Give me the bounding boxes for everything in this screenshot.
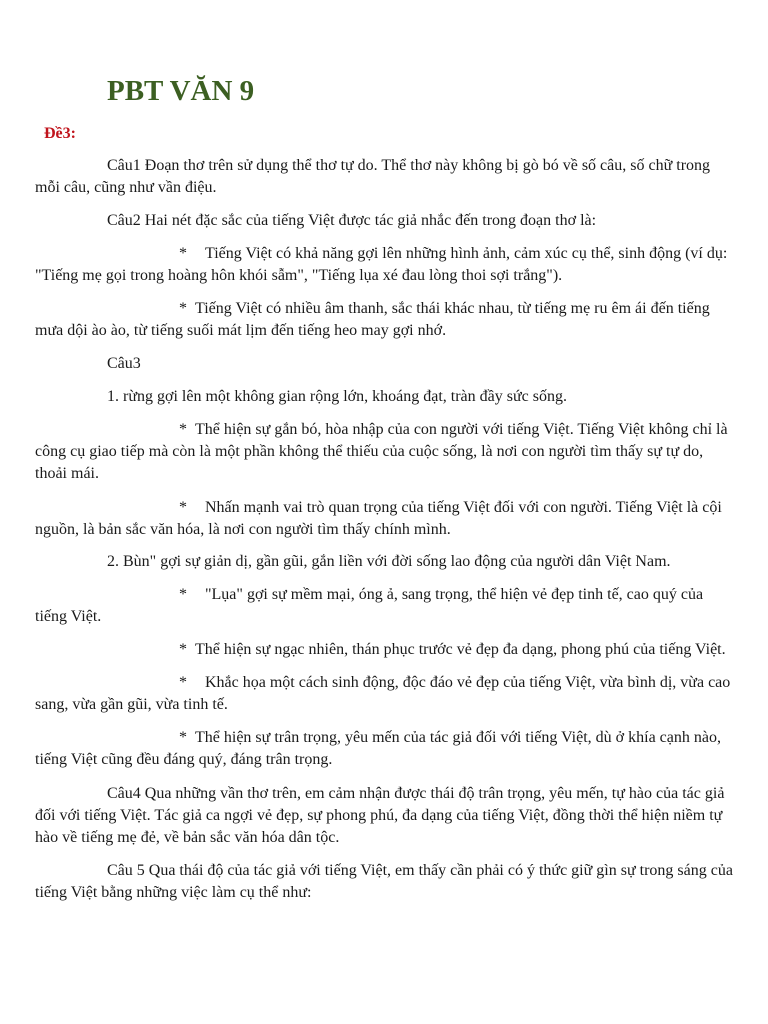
bullet-paragraph-2 xyxy=(35,298,735,342)
paragraph-cau3: Câu3 xyxy=(107,355,141,372)
bullet-text: Khắc họa một cách sinh động, độc đáo vẻ đẹp của tiếng Việt, vừa bình dị, vừa cao sang, vừa gần gũi, vừa tinh tế. xyxy=(35,674,731,713)
bullet-text: Thể hiện sự ngạc nhiên, thán phục trước vẻ đẹp đa dạng, phong phú của tiếng Việt. xyxy=(195,641,726,658)
bullet-marker: * xyxy=(179,499,187,516)
bullet-paragraph-8 xyxy=(35,727,735,771)
paragraph-cau3-item-1: 1. rừng gợi lên một không gian rộng lớn, khoáng đạt, tràn đầy sức sống. xyxy=(107,388,567,405)
bullet-paragraph-7 xyxy=(35,672,735,716)
bullet-marker: * xyxy=(179,300,187,317)
bullet-marker: * xyxy=(179,421,187,438)
paragraph-cau2: Câu2 Hai nét đặc sắc của tiếng Việt được tác giả nhắc đến trong đoạn thơ là: xyxy=(107,212,597,229)
bullet-marker: * xyxy=(179,641,187,658)
bullet-text: "Lụa" gợi sự mềm mại, óng ả, sang trọng, thể hiện vẻ đẹp tinh tế, cao quý của tiếng Việt. xyxy=(35,586,704,625)
paragraph-cau4: Câu4 Qua những vần thơ trên, em cảm nhận được thái độ trân trọng, yêu mến, tự hào của tác giả đối với tiếng Việt. Tác giả ca ngợi vẻ đẹp, sự phong phú, đa dạng của tiếng Việt, đồng thời thể hiện niềm tự hào về tiếng mẹ đẻ, về bản sắc văn hóa dân tộc. xyxy=(35,785,725,846)
bullet-paragraph-4 xyxy=(35,497,735,541)
bullet-marker: * xyxy=(179,245,187,262)
bullet-marker: * xyxy=(179,729,187,746)
bullet-text: Nhấn mạnh vai trò quan trọng của tiếng Việt đối với con người. Tiếng Việt là cội nguồn, là bản sắc văn hóa, là nơi con người tìm thấy chính mình. xyxy=(35,499,722,538)
bullet-text: Tiếng Việt có nhiều âm thanh, sắc thái khác nhau, từ tiếng mẹ ru êm ái đến tiếng mưa dội ào ào, từ tiếng suối mát lịm đến tiếng heo may gợi nhớ. xyxy=(35,300,710,339)
page-title: PBT VĂN 9 xyxy=(107,75,255,107)
bullet-text: Tiếng Việt có khả năng gợi lên những hình ảnh, cảm xúc cụ thể, sinh động (ví dụ: "Tiếng mẹ gọi trong hoàng hôn khói sẫm", "Tiếng lụa xé đau lòng thoi sợi trắng"). xyxy=(35,245,728,284)
bullet-paragraph-5 xyxy=(35,584,735,628)
paragraph-cau3-item-2: 2. Bùn" gợi sự giản dị, gần gũi, gắn liền với đời sống lao động của người dân Việt Nam. xyxy=(107,553,671,570)
exam-label: Đề3: xyxy=(44,125,76,142)
bullet-paragraph-6 xyxy=(35,639,735,661)
bullet-paragraph-3 xyxy=(35,419,735,485)
bullet-text: Thể hiện sự gắn bó, hòa nhập của con người với tiếng Việt. Tiếng Việt không chỉ là công cụ giao tiếp mà còn là một phần không thể thiếu của cuộc sống, là nơi con người tìm thấy sự tự do, thoải mái. xyxy=(35,421,728,482)
bullet-text: Thể hiện sự trân trọng, yêu mến của tác giả đối với tiếng Việt, dù ở khía cạnh nào, tiếng Việt cũng đều đáng quý, đáng trân trọng. xyxy=(35,729,721,768)
paragraph-cau5: Câu 5 Qua thái độ của tác giả với tiếng Việt, em thấy cần phải có ý thức giữ gìn sự trong sáng của tiếng Việt bằng những việc làm cụ thể như: xyxy=(35,862,733,901)
bullet-marker: * xyxy=(179,674,187,691)
bullet-marker: * xyxy=(179,586,187,603)
bullet-paragraph-1 xyxy=(35,243,735,287)
paragraph-cau1: Câu1 Đoạn thơ trên sử dụng thể thơ tự do. Thể thơ này không bị gò bó về số câu, số chữ trong mỗi câu, cũng như vần điệu. xyxy=(35,157,711,196)
